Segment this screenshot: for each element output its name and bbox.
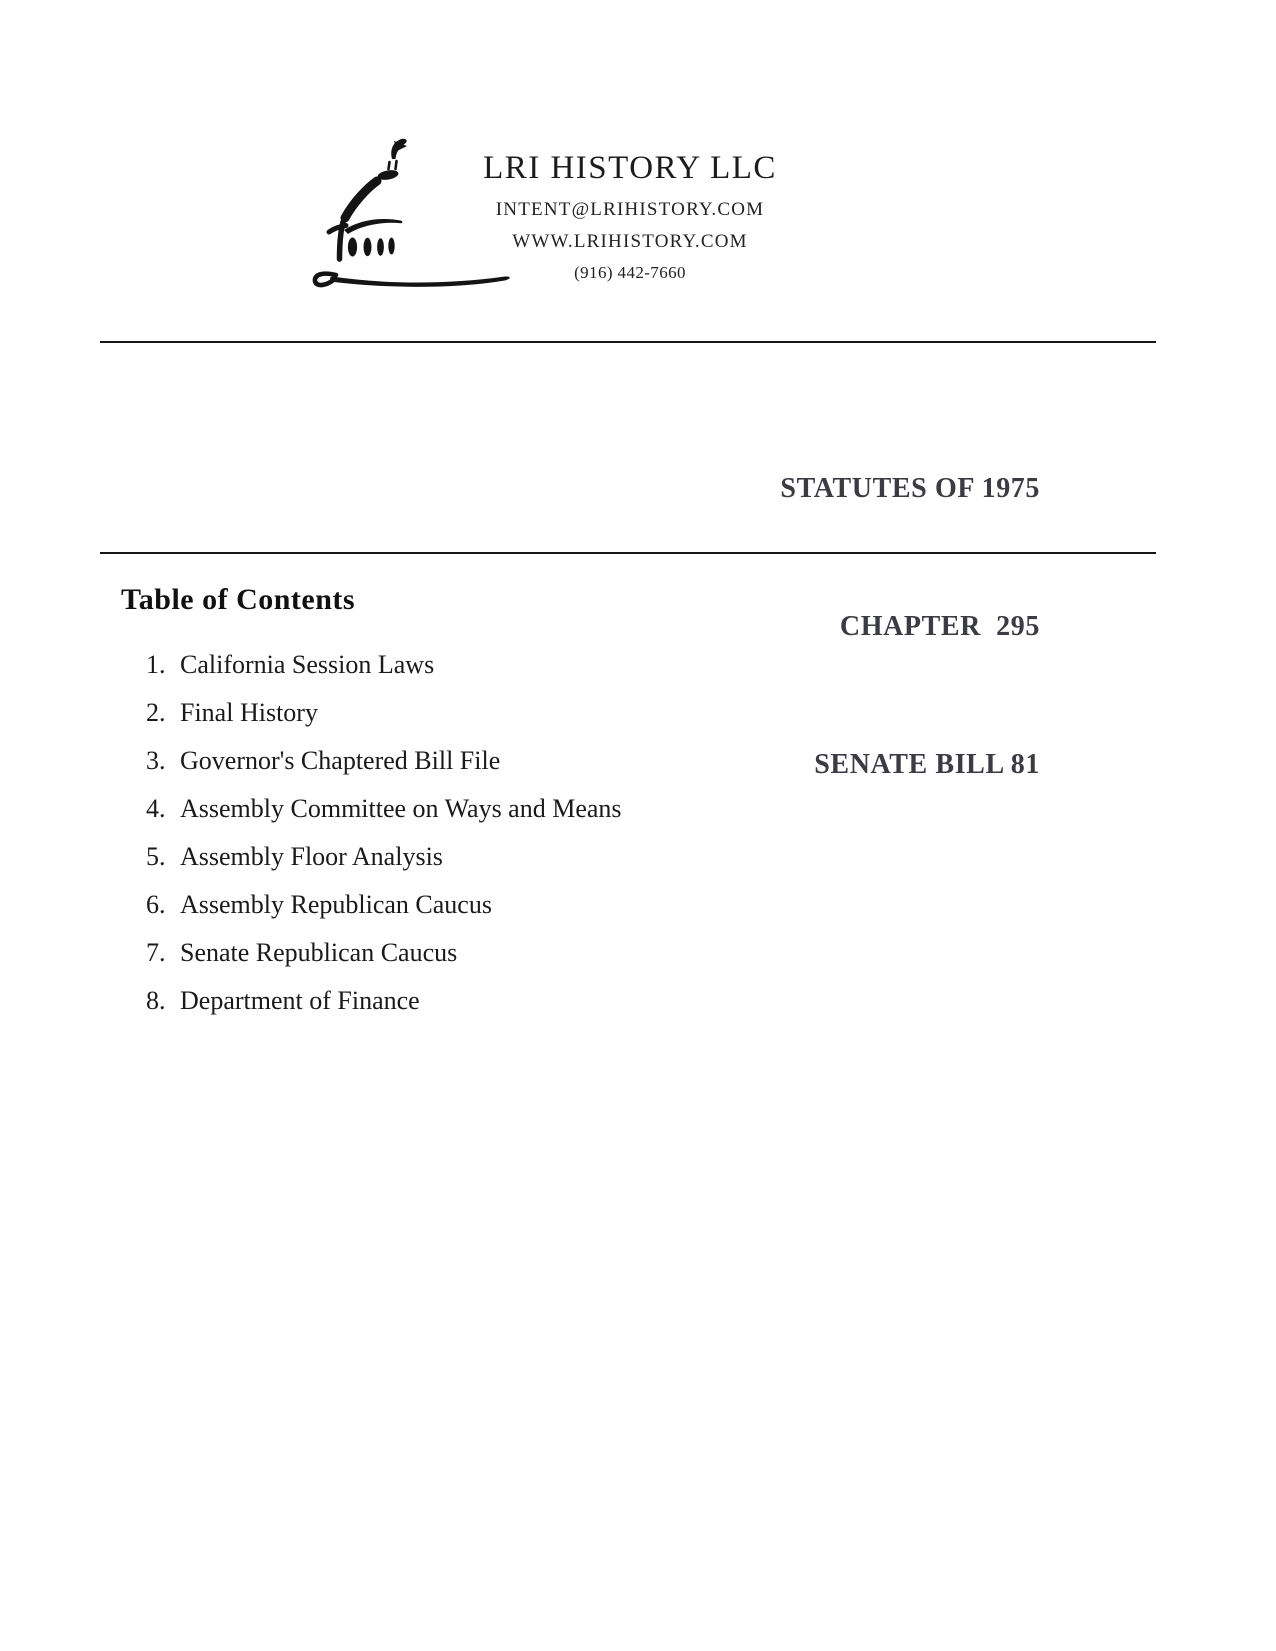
toc-item xyxy=(146,892,622,918)
company-phone: (916) 442-7660 xyxy=(574,263,686,282)
toc-item xyxy=(146,652,622,678)
chapter-line: CHAPTER 295 xyxy=(839,611,1040,642)
toc-item xyxy=(146,700,622,726)
horizontal-rule-top xyxy=(100,341,1156,343)
toc-item-number: 5. xyxy=(146,842,166,871)
toc-item-number: 7. xyxy=(146,938,166,967)
company-email: INTENT@LRIHISTORY.COM xyxy=(495,199,765,220)
toc-item-label: Governor's Chaptered Bill File xyxy=(180,746,501,775)
toc-item-number: 2. xyxy=(146,698,166,727)
toc-item-label: Assembly Committee on Ways and Means xyxy=(180,794,622,823)
toc-item-label: Assembly Republican Caucus xyxy=(180,890,492,919)
statute-heading-block xyxy=(780,374,1040,880)
toc-item-label: Department of Finance xyxy=(180,986,420,1015)
toc-item-label: Final History xyxy=(180,698,318,727)
senate-bill-line: SENATE BILL 81 xyxy=(814,749,1040,780)
toc-item-label: California Session Laws xyxy=(180,650,435,679)
toc-item-label: Assembly Floor Analysis xyxy=(180,842,443,871)
toc-item xyxy=(146,748,622,774)
toc-item xyxy=(146,844,622,870)
toc-item xyxy=(146,796,622,822)
letterhead xyxy=(448,150,812,283)
toc-item-number: 8. xyxy=(146,986,166,1015)
toc-title: Table of Contents xyxy=(121,583,356,616)
toc-item-number: 1. xyxy=(146,650,166,679)
statutes-year-line: STATUTES OF 1975 xyxy=(780,473,1040,504)
toc-item-number: 3. xyxy=(146,746,166,775)
company-website: WWW.LRIHISTORY.COM xyxy=(512,231,748,252)
toc-list xyxy=(146,652,622,1036)
toc-item xyxy=(146,940,622,966)
toc-item-number: 4. xyxy=(146,794,166,823)
company-name: LRI HISTORY LLC xyxy=(483,150,777,186)
toc-item-number: 6. xyxy=(146,890,166,919)
toc-item xyxy=(146,988,622,1014)
toc-item-label: Senate Republican Caucus xyxy=(180,938,458,967)
